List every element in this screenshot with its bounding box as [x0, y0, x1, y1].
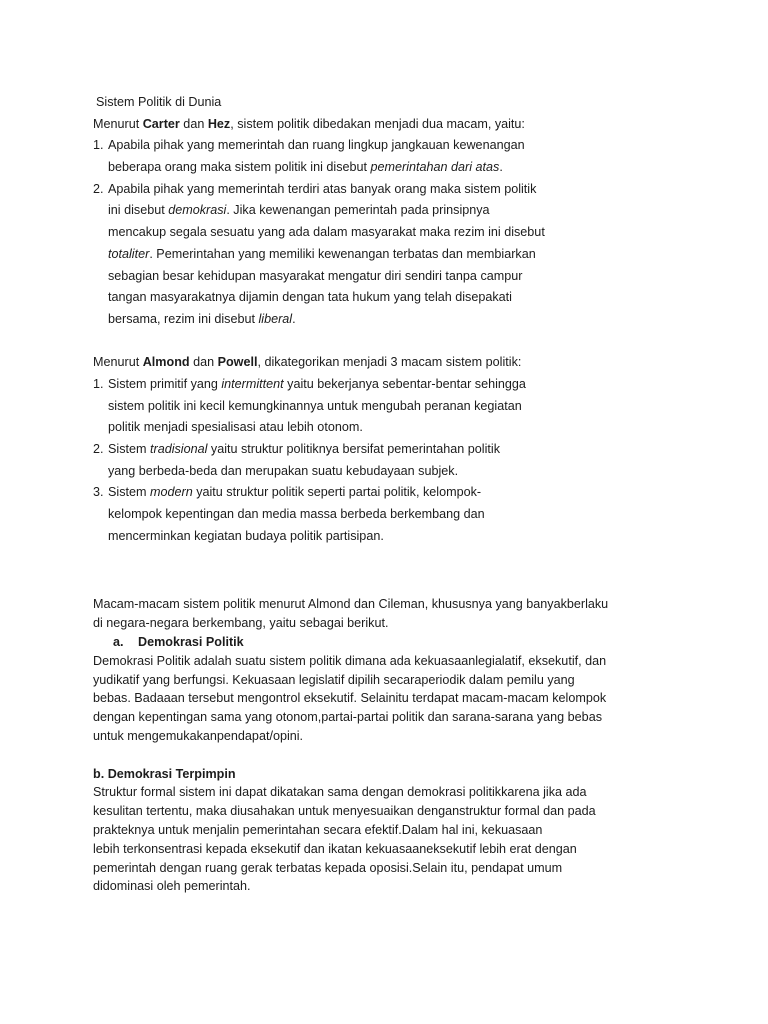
intro-text: dan — [189, 355, 218, 370]
list-number: 2. — [93, 442, 104, 456]
list-number: 2. — [93, 181, 104, 196]
author-name: Hez — [207, 116, 231, 131]
list-item — [93, 482, 708, 504]
spacer — [93, 746, 708, 765]
list-item-continuation: kelompok kepentingan dan media massa berbeda berkembang dan — [108, 507, 485, 522]
list-item-continuation: mencerminkan kegiatan budaya politik partisipan. — [108, 528, 384, 543]
subheading-letter: a. — [113, 635, 124, 650]
list-item-continuation — [93, 200, 708, 222]
paragraph-line: Struktur formal sistem ini dapat dikatakan sama dengan demokrasi politikkarena jika ada — [93, 785, 587, 800]
list-item-continuation — [93, 244, 708, 266]
list-text: . Pemerintahan yang memiliki kewenangan terbatas dan membiarkan — [149, 246, 536, 261]
emphasis-term: intermittent — [221, 376, 284, 391]
paragraph-line: lebih terkonsentrasi kepada eksekutif dan ikatan kekuasaaneksekutif lebih erat dengan — [93, 841, 577, 856]
list-text: beberapa orang maka sistem politik ini disebut — [108, 160, 371, 175]
intro-text: , dikategorikan menjadi 3 macam sistem politik: — [257, 355, 522, 370]
paragraph-demokrasi-politik — [93, 652, 708, 746]
subheading-demokrasi-terpimpin — [93, 765, 708, 784]
subheading-text: Demokrasi Politik — [138, 635, 244, 650]
intro-text: , sistem politik dibedakan menjadi dua macam, yaitu: — [230, 116, 525, 131]
author-name: Powell — [217, 355, 258, 370]
paragraph-line: pemerintah dengan ruang gerak terbatas kepada oposisi.Selain itu, pendapat umum — [93, 860, 563, 875]
list-item-continuation — [93, 157, 708, 179]
section2-intro — [93, 352, 708, 374]
list-text: Sistem — [108, 485, 150, 500]
emphasis-term: tradisional — [150, 442, 208, 456]
paragraph-line: bebas. Badaaan tersebut mengontrol eksekutif. Selainitu terdapat macam-macam kelompok — [93, 691, 607, 706]
intro-text: dan — [179, 116, 208, 131]
list-text: . — [292, 311, 296, 326]
list-text: Sistem — [108, 442, 150, 456]
list-text: Sistem primitif yang — [108, 376, 222, 391]
list-text: yaitu bekerjanya sebentar-bentar sehingga — [283, 376, 526, 391]
paragraph-line: prakteknya untuk menjalin pemerintahan secara efektif.Dalam hal ini, kekuasaan — [93, 823, 543, 837]
emphasis-term: totaliter — [108, 246, 150, 261]
emphasis-term: modern — [150, 485, 193, 500]
paragraph-line: didominasi oleh pemerintah. — [93, 879, 251, 894]
list-text: yaitu struktur politiknya bersifat pemerintahan politik — [207, 442, 501, 456]
subheading-text: b. Demokrasi Terpimpin — [93, 766, 236, 781]
list-item-continuation: mencakup segala sesuatu yang ada dalam masyarakat maka rezim ini disebut — [108, 225, 545, 240]
paragraph-demokrasi-terpimpin — [93, 783, 708, 896]
section3-intro: Macam-macam sistem politik menurut Almond dan Cileman, khususnya yang banyakberlaku — [93, 597, 609, 612]
spacer — [93, 331, 708, 353]
list-item-continuation: tangan masyarakatnya dijamin dengan tata hukum yang telah disepakati — [108, 290, 512, 305]
list-item — [93, 439, 708, 461]
list-item-continuation: politik menjadi spesialisasi atau lebih otonom. — [108, 420, 363, 435]
list-number: 1. — [93, 138, 104, 153]
list-item — [93, 179, 708, 201]
emphasis-term: demokrasi — [168, 203, 227, 218]
page-title: Sistem Politik di Dunia — [96, 95, 222, 109]
subheading-demokrasi-politik — [93, 633, 708, 652]
list-item-continuation: yang berbeda-beda dan merupakan suatu kebudayaan subjek. — [108, 463, 459, 478]
paragraph-line: kesulitan tertentu, maka diusahakan untuk menyesuaikan denganstruktur formal dan pada — [93, 804, 596, 819]
list-number: 1. — [93, 376, 104, 391]
list-text: . Jika kewenangan pemerintah pada prinsipnya — [226, 203, 490, 218]
paragraph-line: untuk mengemukakanpendapat/opini. — [93, 729, 304, 744]
list-item-continuation — [93, 309, 708, 331]
section3-intro: di negara-negara berkembang, yaitu sebagai berikut. — [93, 616, 389, 631]
list-item — [93, 135, 708, 157]
author-name: Almond — [142, 355, 190, 370]
paragraph-line: Demokrasi Politik adalah suatu sistem politik dimana ada kekuasaanlegialatif, eksekutif, dan — [93, 653, 607, 668]
paragraph-line: yudikatif yang berfungsi. Kekuasaan legislatif dipilih secaraperiodik dalam pemilu yang — [93, 672, 575, 687]
section3 — [93, 595, 708, 896]
list-text: bersama, rezim ini disebut — [108, 311, 259, 326]
intro-text: Menurut — [93, 355, 143, 370]
spacer — [93, 547, 708, 595]
list-text: yaitu struktur politik seperti partai politik, kelompok- — [192, 485, 482, 500]
emphasis-term: pemerintahan dari atas — [370, 160, 500, 175]
paragraph-line: dengan kepentingan sama yang otonom,partai-partai politik dan sarana-sarana yang bebas — [93, 710, 602, 725]
list-number: 3. — [93, 485, 104, 500]
list-text: . — [499, 160, 503, 175]
list-item — [93, 374, 708, 396]
list-text: Apabila pihak yang memerintah dan ruang lingkup jangkauan kewenangan — [108, 138, 525, 153]
emphasis-term: liberal — [258, 311, 293, 326]
section1-intro — [93, 114, 708, 136]
list-text: ini disebut — [108, 203, 169, 218]
intro-text: Menurut — [93, 116, 143, 131]
list-item-continuation: sistem politik ini kecil kemungkinannya untuk mengubah peranan kegiatan — [108, 398, 522, 413]
list-item-continuation: sebagian besar kehidupan masyarakat mengatur diri sendiri tanpa campur — [108, 268, 523, 283]
author-name: Carter — [142, 116, 180, 131]
list-text: Apabila pihak yang memerintah terdiri atas banyak orang maka sistem politik — [108, 181, 537, 196]
